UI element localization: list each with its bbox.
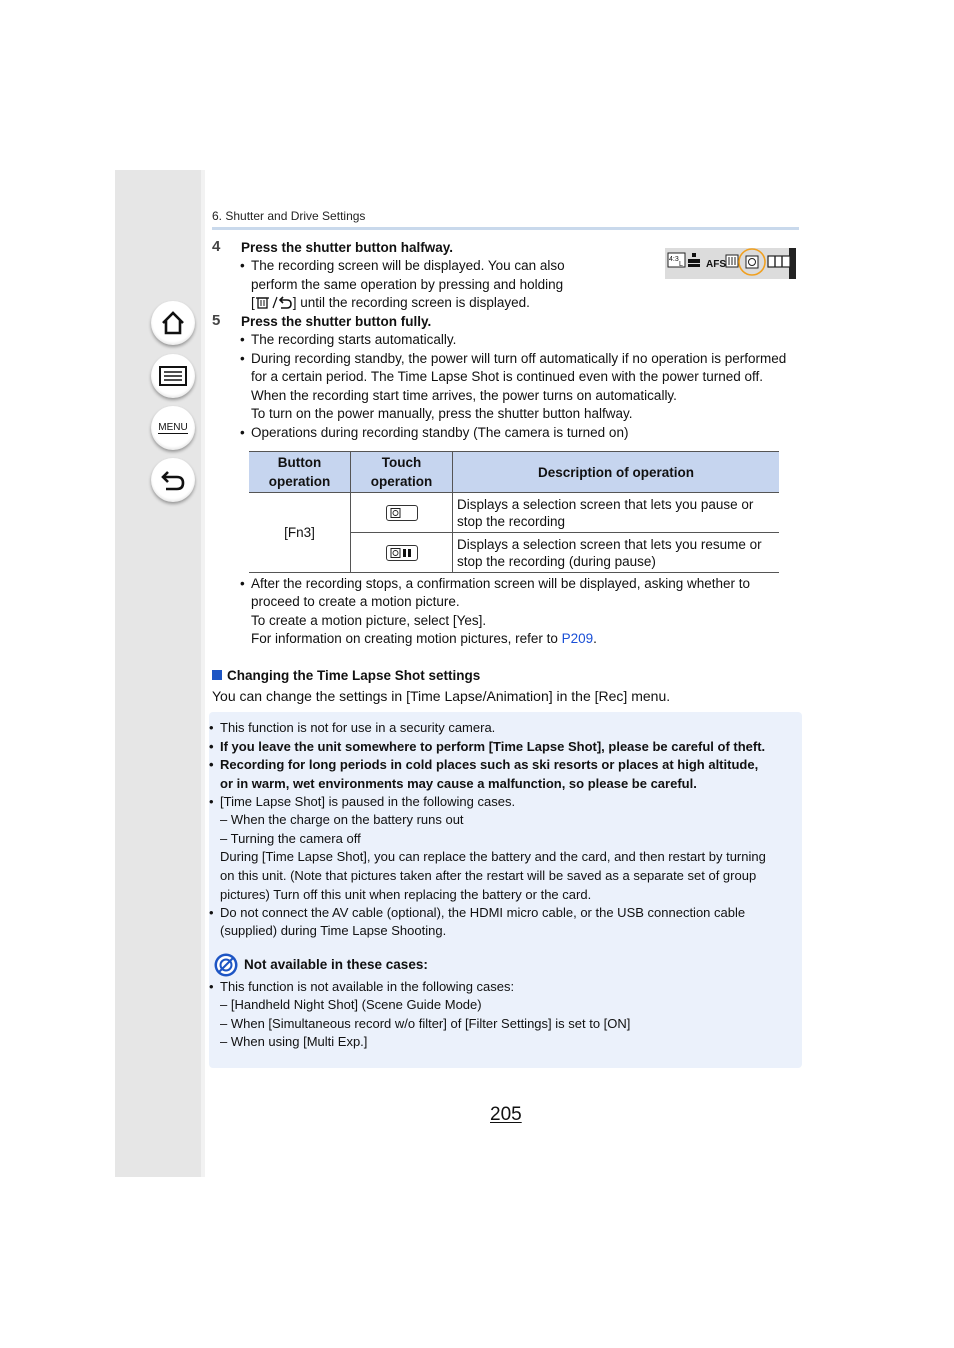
note-line: on this unit. (Note that pictures taken after the restart will be saved as a separate set of group (220, 868, 757, 883)
not-available-icon (214, 953, 238, 977)
touch-cell (351, 533, 453, 573)
note-line: – When the charge on the battery runs out (220, 812, 464, 827)
af-mode-text: AFS (706, 259, 726, 270)
table-header-button: Button operation (249, 452, 351, 493)
section-text: You can change the settings in [Time Lapse/Animation] in the [Rec] menu. (212, 688, 671, 704)
page-number: 205 (490, 1104, 522, 1125)
na-line: – [Handheld Night Shot] (Scene Guide Mode) (220, 997, 482, 1012)
menu-button[interactable] (151, 406, 195, 450)
timelapse-stop-icon (386, 505, 418, 521)
contents-button[interactable] (151, 354, 195, 398)
sidebar-divider (201, 170, 205, 1177)
recording-screen-icon (665, 248, 796, 279)
table-row (249, 493, 779, 533)
after-text: proceed to create a motion picture. (251, 594, 460, 609)
step-text: perform the same operation by pressing and holding (251, 277, 564, 292)
description-cell: Displays a selection screen that lets you resume or stop the recording (during pause) (453, 533, 780, 573)
section-title: Changing the Time Lapse Shot settings (212, 668, 480, 683)
note-line: • Do not connect the AV cable (optional), the HDMI micro cable, or the USB connection cable (220, 904, 745, 922)
step-number: 4 (212, 238, 221, 255)
menu-label: MENU (158, 422, 188, 433)
step-text: • The recording screen will be displayed. You can also (251, 257, 565, 275)
note-line: • This function is not for use in a security camera. (220, 719, 495, 737)
after-text: To create a motion picture, select [Yes]. (251, 613, 487, 628)
table-header-description: Description of operation (453, 452, 780, 493)
step-text: • During recording standby, the power will turn off automatically if no operation is performed (251, 350, 786, 368)
fn3-button-cell: [Fn3] (249, 493, 351, 573)
note-line: • [Time Lapse Shot] is paused in the following cases. (220, 793, 515, 811)
note-line: During [Time Lapse Shot], you can replace the battery and the card, and then restart by turning (220, 849, 766, 864)
back-arrow-icon (159, 468, 187, 492)
note-line: • If you leave the unit somewhere to perform [Time Lapse Shot], please be careful of theft. (220, 738, 765, 756)
timelapse-pause-icon (386, 545, 418, 561)
table-header-touch: Touch operation (351, 452, 453, 493)
step-text: • Operations during recording standby (The camera is turned on) (251, 424, 628, 442)
note-line: – Turning the camera off (220, 831, 361, 846)
step-title: Press the shutter button halfway. (241, 240, 454, 255)
note-line: pictures) Turn off this unit when replacing the battery or the card. (220, 887, 592, 902)
aspect-ratio-text: 4:3 (669, 256, 679, 263)
header-rule (212, 227, 799, 230)
note-line: (supplied) during Time Lapse Shooting. (220, 923, 447, 938)
na-line: – When using [Multi Exp.] (220, 1034, 368, 1049)
step-number: 5 (212, 312, 221, 329)
after-text: • After the recording stops, a confirmation screen will be displayed, asking whether to (251, 575, 750, 593)
description-cell: Displays a selection screen that lets you pause or stop the recording (453, 493, 780, 533)
step-title: Press the shutter button fully. (241, 314, 432, 329)
contents-list-icon (159, 366, 187, 386)
delete-back-icon (255, 295, 293, 309)
home-button[interactable] (151, 301, 195, 345)
page-link-p209[interactable]: P209 (561, 631, 594, 646)
after-text: For information on creating motion pictures, refer to P209. (251, 631, 597, 646)
picture-size-text: L (679, 261, 683, 268)
home-icon (160, 310, 186, 336)
na-line: • This function is not available in the following cases: (220, 978, 514, 996)
na-line: – When [Simultaneous record w/o filter] of [Filter Settings] is set to [ON] (220, 1016, 631, 1031)
touch-cell (351, 493, 453, 533)
not-available-title: Not available in these cases: (244, 957, 428, 972)
step-text: When the recording start time arrives, the power turns on automatically. (251, 388, 677, 403)
step-text: for a certain period. The Time Lapse Shot is continued even with the power turned off. (251, 369, 764, 384)
section-square-icon (212, 670, 222, 680)
back-button[interactable] (151, 458, 195, 502)
note-line: or in warm, wet environments may cause a malfunction, so please be careful. (220, 776, 697, 791)
step-text: • The recording starts automatically. (251, 331, 456, 349)
step-text: To turn on the power manually, press the shutter button halfway. (251, 406, 633, 421)
operations-table (249, 451, 779, 573)
step-text: [ ] until the recording screen is displayed. (251, 295, 530, 310)
note-line: • Recording for long periods in cold places such as ski resorts or places at high altitude, (220, 756, 758, 774)
breadcrumb: 6. Shutter and Drive Settings (212, 209, 366, 223)
